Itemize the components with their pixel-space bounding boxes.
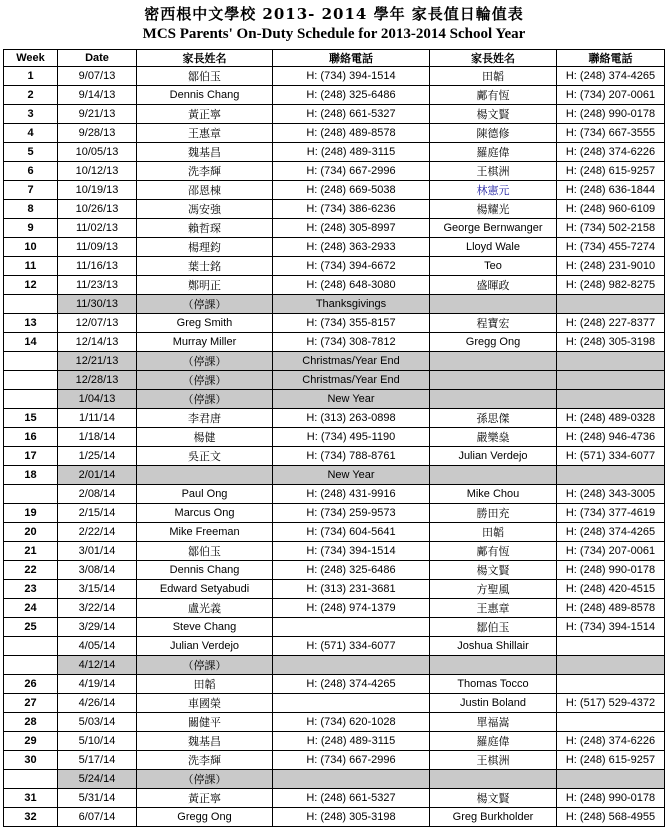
parent-name-2-cell: 程寶宏 — [430, 314, 557, 333]
parent-name-2-cell: 孫思傑 — [430, 409, 557, 428]
date-cell: 3/22/14 — [58, 599, 137, 618]
parent-name-1-cell: 盧光義 — [137, 599, 273, 618]
phone-2-cell — [557, 656, 665, 675]
date-cell: 9/14/13 — [58, 86, 137, 105]
phone-2-cell — [557, 352, 665, 371]
parent-name-1-cell: 魏基昌 — [137, 732, 273, 751]
parent-name-2-cell: 王惠章 — [430, 599, 557, 618]
week-cell: 26 — [4, 675, 58, 694]
phone-1-cell: H: (248) 661-5327 — [273, 789, 430, 808]
phone-1-cell: H: (734) 604-5641 — [273, 523, 430, 542]
header-phone-2: 聯絡電話 — [557, 50, 665, 67]
table-row — [4, 409, 665, 428]
table-row — [4, 67, 665, 86]
date-cell: 10/26/13 — [58, 200, 137, 219]
phone-2-cell: H: (248) 374-4265 — [557, 523, 665, 542]
parent-name-1-cell: 賴哲琛 — [137, 219, 273, 238]
week-cell: 10 — [4, 238, 58, 257]
week-cell — [4, 371, 58, 390]
date-cell: 10/05/13 — [58, 143, 137, 162]
header-phone-1: 聯絡電話 — [273, 50, 430, 67]
date-cell: 10/12/13 — [58, 162, 137, 181]
table-row — [4, 485, 665, 504]
table-row — [4, 637, 665, 656]
week-cell: 14 — [4, 333, 58, 352]
parent-name-2-cell: Gregg Ong — [430, 333, 557, 352]
parent-name-2-cell: 楊文賢 — [430, 789, 557, 808]
phone-2-cell — [557, 466, 665, 485]
date-cell: 1/18/14 — [58, 428, 137, 447]
parent-name-1-cell: 邵恩棟 — [137, 181, 273, 200]
header-parent-name-1: 家長姓名 — [137, 50, 273, 67]
table-row — [4, 732, 665, 751]
parent-name-2-cell: 羅庭偉 — [430, 143, 557, 162]
parent-name-2-cell: 王棋洲 — [430, 162, 557, 181]
parent-name-1-cell: Murray Miller — [137, 333, 273, 352]
parent-name-1-cell: Edward Setyabudi — [137, 580, 273, 599]
phone-2-cell: H: (248) 615-9257 — [557, 162, 665, 181]
phone-1-cell: Thanksgivings — [273, 295, 430, 314]
parent-name-1-cell: （停課） — [137, 371, 273, 390]
parent-name-2-cell: 勝田充 — [430, 504, 557, 523]
date-cell: 4/05/14 — [58, 637, 137, 656]
table-row — [4, 656, 665, 675]
week-cell: 28 — [4, 713, 58, 732]
parent-name-2-cell: 鄺有恆 — [430, 542, 557, 561]
phone-1-cell: H: (248) 661-5327 — [273, 105, 430, 124]
table-row — [4, 713, 665, 732]
phone-2-cell: H: (734) 207-0061 — [557, 542, 665, 561]
phone-2-cell: H: (734) 502-2158 — [557, 219, 665, 238]
date-cell: 1/11/14 — [58, 409, 137, 428]
phone-1-cell: H: (734) 667-2996 — [273, 162, 430, 181]
week-cell: 7 — [4, 181, 58, 200]
table-row — [4, 523, 665, 542]
parent-name-2-cell: Thomas Tocco — [430, 675, 557, 694]
phone-2-cell: H: (248) 982-8275 — [557, 276, 665, 295]
parent-name-1-cell: 魏基昌 — [137, 143, 273, 162]
phone-1-cell: New Year — [273, 466, 430, 485]
week-cell: 21 — [4, 542, 58, 561]
phone-2-cell: H: (734) 207-0061 — [557, 86, 665, 105]
table-row — [4, 295, 665, 314]
week-cell: 29 — [4, 732, 58, 751]
date-cell: 3/29/14 — [58, 618, 137, 637]
parent-name-1-cell: 車國榮 — [137, 694, 273, 713]
week-cell: 19 — [4, 504, 58, 523]
phone-1-cell: H: (248) 305-8997 — [273, 219, 430, 238]
parent-name-1-cell: （停課） — [137, 295, 273, 314]
week-cell: 4 — [4, 124, 58, 143]
phone-1-cell: H: (248) 489-3115 — [273, 732, 430, 751]
page-title: 密西根中文學校 2013- 2014 學年 家長值日輪值表 — [144, 5, 524, 23]
parent-name-1-cell: 鄭明正 — [137, 276, 273, 295]
week-cell: 30 — [4, 751, 58, 770]
phone-1-cell: H: (734) 355-8157 — [273, 314, 430, 333]
phone-2-cell: H: (734) 377-4619 — [557, 504, 665, 523]
phone-2-cell: H: (571) 334-6077 — [557, 447, 665, 466]
parent-name-1-cell: Marcus Ong — [137, 504, 273, 523]
phone-2-cell: H: (248) 568-4955 — [557, 808, 665, 827]
week-cell: 16 — [4, 428, 58, 447]
parent-name-2-cell: 嚴樂燊 — [430, 428, 557, 447]
week-cell — [4, 637, 58, 656]
parent-name-2-cell: 田韜 — [430, 67, 557, 86]
phone-2-cell: H: (248) 990-0178 — [557, 789, 665, 808]
header-week: Week — [4, 50, 58, 67]
parent-name-1-cell: 黃正寧 — [137, 789, 273, 808]
phone-1-cell: H: (734) 308-7812 — [273, 333, 430, 352]
phone-2-cell — [557, 675, 665, 694]
table-row — [4, 314, 665, 333]
table-row — [4, 580, 665, 599]
parent-name-1-cell: 鄒伯玉 — [137, 542, 273, 561]
phone-1-cell: H: (248) 431-9916 — [273, 485, 430, 504]
phone-2-cell — [557, 390, 665, 409]
parent-name-2-cell: 楊文賢 — [430, 105, 557, 124]
parent-name-2-cell — [430, 466, 557, 485]
parent-name-2-cell: George Bernwanger — [430, 219, 557, 238]
phone-2-cell: H: (517) 529-4372 — [557, 694, 665, 713]
parent-name-2-cell: 王棋洲 — [430, 751, 557, 770]
phone-1-cell — [273, 694, 430, 713]
week-cell — [4, 352, 58, 371]
week-cell: 8 — [4, 200, 58, 219]
parent-name-2-cell — [430, 390, 557, 409]
date-cell: 2/08/14 — [58, 485, 137, 504]
date-cell: 4/19/14 — [58, 675, 137, 694]
table-row — [4, 694, 665, 713]
table-row — [4, 466, 665, 485]
date-cell: 12/21/13 — [58, 352, 137, 371]
phone-2-cell: H: (734) 394-1514 — [557, 618, 665, 637]
week-cell: 6 — [4, 162, 58, 181]
date-cell: 4/26/14 — [58, 694, 137, 713]
phone-1-cell: H: (313) 263-0898 — [273, 409, 430, 428]
table-row — [4, 789, 665, 808]
phone-1-cell: H: (248) 669-5038 — [273, 181, 430, 200]
phone-2-cell: H: (248) 615-9257 — [557, 751, 665, 770]
parent-name-1-cell: Dennis Chang — [137, 561, 273, 580]
date-cell: 11/30/13 — [58, 295, 137, 314]
phone-2-cell: H: (248) 636-1844 — [557, 181, 665, 200]
date-cell: 5/03/14 — [58, 713, 137, 732]
table-row — [4, 124, 665, 143]
date-cell: 12/07/13 — [58, 314, 137, 333]
phone-2-cell — [557, 637, 665, 656]
phone-2-cell: H: (248) 374-4265 — [557, 67, 665, 86]
parent-name-2-cell: 田韜 — [430, 523, 557, 542]
table-row — [4, 542, 665, 561]
date-cell: 9/21/13 — [58, 105, 137, 124]
phone-2-cell — [557, 713, 665, 732]
phone-2-cell — [557, 371, 665, 390]
parent-name-1-cell: Gregg Ong — [137, 808, 273, 827]
phone-1-cell: H: (248) 363-2933 — [273, 238, 430, 257]
week-cell: 1 — [4, 67, 58, 86]
parent-name-1-cell: 關健平 — [137, 713, 273, 732]
phone-2-cell: H: (248) 227-8377 — [557, 314, 665, 333]
table-row — [4, 181, 665, 200]
phone-2-cell: H: (248) 960-6109 — [557, 200, 665, 219]
phone-1-cell: H: (734) 667-2996 — [273, 751, 430, 770]
phone-2-cell: H: (248) 946-4736 — [557, 428, 665, 447]
table-row — [4, 675, 665, 694]
table-row — [4, 618, 665, 637]
phone-1-cell: H: (734) 386-6236 — [273, 200, 430, 219]
phone-2-cell: H: (248) 489-0328 — [557, 409, 665, 428]
phone-1-cell — [273, 656, 430, 675]
phone-1-cell: H: (734) 495-1190 — [273, 428, 430, 447]
parent-name-1-cell: 王惠章 — [137, 124, 273, 143]
parent-name-1-cell: 洗李輝 — [137, 751, 273, 770]
table-row — [4, 143, 665, 162]
week-cell: 24 — [4, 599, 58, 618]
phone-2-cell: H: (734) 667-3555 — [557, 124, 665, 143]
table-row — [4, 599, 665, 618]
table-header-row — [4, 50, 665, 67]
table-row — [4, 390, 665, 409]
phone-2-cell — [557, 295, 665, 314]
date-cell: 6/07/14 — [58, 808, 137, 827]
phone-1-cell: H: (248) 489-3115 — [273, 143, 430, 162]
parent-name-2-cell: 盛暉政 — [430, 276, 557, 295]
parent-name-2-cell: Justin Boland — [430, 694, 557, 713]
phone-2-cell: H: (248) 489-8578 — [557, 599, 665, 618]
parent-name-2-cell: Teo — [430, 257, 557, 276]
table-row — [4, 371, 665, 390]
parent-name-1-cell: Dennis Chang — [137, 86, 273, 105]
week-cell — [4, 656, 58, 675]
parent-name-1-cell — [137, 466, 273, 485]
phone-2-cell: H: (248) 305-3198 — [557, 333, 665, 352]
table-row — [4, 219, 665, 238]
date-cell: 9/07/13 — [58, 67, 137, 86]
date-cell: 4/12/14 — [58, 656, 137, 675]
parent-name-2-cell: 林憲元 — [430, 181, 557, 200]
table-row — [4, 504, 665, 523]
parent-name-1-cell: 田韜 — [137, 675, 273, 694]
parent-name-2-cell — [430, 352, 557, 371]
date-cell: 11/23/13 — [58, 276, 137, 295]
week-cell: 25 — [4, 618, 58, 637]
week-cell: 27 — [4, 694, 58, 713]
phone-1-cell: H: (248) 648-3080 — [273, 276, 430, 295]
phone-1-cell: H: (734) 394-1514 — [273, 542, 430, 561]
table-row — [4, 162, 665, 181]
date-cell: 11/16/13 — [58, 257, 137, 276]
schedule-table — [3, 49, 665, 827]
date-cell: 12/28/13 — [58, 371, 137, 390]
phone-1-cell: H: (734) 394-6672 — [273, 257, 430, 276]
week-cell: 17 — [4, 447, 58, 466]
parent-name-2-cell: Greg Burkholder — [430, 808, 557, 827]
date-cell: 5/17/14 — [58, 751, 137, 770]
parent-name-2-cell: Lloyd Wale — [430, 238, 557, 257]
table-row — [4, 86, 665, 105]
week-cell: 15 — [4, 409, 58, 428]
table-row — [4, 770, 665, 789]
week-cell: 18 — [4, 466, 58, 485]
phone-2-cell: H: (248) 231-9010 — [557, 257, 665, 276]
date-cell: 2/15/14 — [58, 504, 137, 523]
parent-name-2-cell: 鄒伯玉 — [430, 618, 557, 637]
parent-name-2-cell: 楊文賢 — [430, 561, 557, 580]
date-cell: 2/01/14 — [58, 466, 137, 485]
week-cell: 22 — [4, 561, 58, 580]
phone-1-cell: H: (248) 974-1379 — [273, 599, 430, 618]
table-row — [4, 751, 665, 770]
date-cell: 12/14/13 — [58, 333, 137, 352]
week-cell — [4, 295, 58, 314]
phone-2-cell: H: (248) 420-4515 — [557, 580, 665, 599]
parent-name-1-cell: Steve Chang — [137, 618, 273, 637]
parent-name-1-cell: Mike Freeman — [137, 523, 273, 542]
parent-name-2-cell: 方聖風 — [430, 580, 557, 599]
parent-name-1-cell: （停課） — [137, 390, 273, 409]
parent-name-1-cell: 楊理鈞 — [137, 238, 273, 257]
parent-name-2-cell: 單福嵩 — [430, 713, 557, 732]
table-row — [4, 276, 665, 295]
phone-1-cell: H: (248) 305-3198 — [273, 808, 430, 827]
parent-name-2-cell: Joshua Shillair — [430, 637, 557, 656]
phone-1-cell: H: (248) 325-6486 — [273, 86, 430, 105]
phone-1-cell: H: (313) 231-3681 — [273, 580, 430, 599]
week-cell: 13 — [4, 314, 58, 333]
parent-name-1-cell: 鄒伯玉 — [137, 67, 273, 86]
table-row — [4, 105, 665, 124]
parent-name-1-cell: 吳正文 — [137, 447, 273, 466]
parent-name-1-cell: Paul Ong — [137, 485, 273, 504]
parent-name-2-cell: 楊耀光 — [430, 200, 557, 219]
date-cell: 10/19/13 — [58, 181, 137, 200]
phone-1-cell: H: (248) 374-4265 — [273, 675, 430, 694]
parent-name-2-cell — [430, 371, 557, 390]
parent-name-2-cell: 陳德修 — [430, 124, 557, 143]
phone-1-cell: H: (734) 394-1514 — [273, 67, 430, 86]
date-cell: 11/09/13 — [58, 238, 137, 257]
parent-name-1-cell: 黃正寧 — [137, 105, 273, 124]
parent-name-1-cell: Julian Verdejo — [137, 637, 273, 656]
parent-name-1-cell: 葉士銘 — [137, 257, 273, 276]
phone-1-cell — [273, 618, 430, 637]
week-cell: 9 — [4, 219, 58, 238]
phone-2-cell: H: (734) 455-7274 — [557, 238, 665, 257]
phone-1-cell: H: (734) 620-1028 — [273, 713, 430, 732]
parent-name-1-cell: 楊健 — [137, 428, 273, 447]
table-row — [4, 257, 665, 276]
week-cell — [4, 770, 58, 789]
table-row — [4, 352, 665, 371]
phone-1-cell: Christmas/Year End — [273, 352, 430, 371]
phone-1-cell — [273, 770, 430, 789]
parent-name-2-cell — [430, 656, 557, 675]
date-cell: 2/22/14 — [58, 523, 137, 542]
parent-name-2-cell: 羅庭偉 — [430, 732, 557, 751]
table-row — [4, 561, 665, 580]
parent-name-1-cell: （停課） — [137, 656, 273, 675]
phone-2-cell: H: (248) 374-6226 — [557, 732, 665, 751]
phone-2-cell: H: (248) 990-0178 — [557, 105, 665, 124]
parent-name-1-cell: 洗李輝 — [137, 162, 273, 181]
date-cell: 3/15/14 — [58, 580, 137, 599]
parent-name-2-cell: Julian Verdejo — [430, 447, 557, 466]
table-row — [4, 333, 665, 352]
date-cell: 3/08/14 — [58, 561, 137, 580]
week-cell: 32 — [4, 808, 58, 827]
page-subtitle: MCS Parents' On-Duty Schedule for 2013-2014 School Year — [142, 26, 526, 42]
week-cell: 20 — [4, 523, 58, 542]
week-cell: 31 — [4, 789, 58, 808]
parent-name-2-cell: 鄺有恆 — [430, 86, 557, 105]
week-cell: 3 — [4, 105, 58, 124]
table-row — [4, 447, 665, 466]
parent-name-2-cell: Mike Chou — [430, 485, 557, 504]
table-row — [4, 808, 665, 827]
date-cell: 11/02/13 — [58, 219, 137, 238]
parent-name-2-cell — [430, 770, 557, 789]
phone-1-cell: New Year — [273, 390, 430, 409]
phone-1-cell: H: (734) 788-8761 — [273, 447, 430, 466]
date-cell: 1/04/13 — [58, 390, 137, 409]
week-cell: 23 — [4, 580, 58, 599]
table-row — [4, 238, 665, 257]
week-cell: 5 — [4, 143, 58, 162]
week-cell: 11 — [4, 257, 58, 276]
phone-2-cell — [557, 770, 665, 789]
date-cell: 1/25/14 — [58, 447, 137, 466]
phone-1-cell: H: (571) 334-6077 — [273, 637, 430, 656]
week-cell: 12 — [4, 276, 58, 295]
phone-2-cell: H: (248) 374-6226 — [557, 143, 665, 162]
phone-2-cell: H: (248) 343-3005 — [557, 485, 665, 504]
phone-1-cell: H: (248) 489-8578 — [273, 124, 430, 143]
parent-name-1-cell: （停課） — [137, 352, 273, 371]
header-date: Date — [58, 50, 137, 67]
parent-name-1-cell: Greg Smith — [137, 314, 273, 333]
week-cell — [4, 485, 58, 504]
phone-1-cell: Christmas/Year End — [273, 371, 430, 390]
parent-name-1-cell: 李君唐 — [137, 409, 273, 428]
week-cell — [4, 390, 58, 409]
date-cell: 3/01/14 — [58, 542, 137, 561]
parent-name-2-cell — [430, 295, 557, 314]
phone-2-cell: H: (248) 990-0178 — [557, 561, 665, 580]
date-cell: 5/10/14 — [58, 732, 137, 751]
date-cell: 5/31/14 — [58, 789, 137, 808]
date-cell: 9/28/13 — [58, 124, 137, 143]
phone-1-cell: H: (248) 325-6486 — [273, 561, 430, 580]
table-row — [4, 428, 665, 447]
week-cell: 2 — [4, 86, 58, 105]
table-row — [4, 200, 665, 219]
phone-1-cell: H: (734) 259-9573 — [273, 504, 430, 523]
parent-name-1-cell: （停課） — [137, 770, 273, 789]
date-cell: 5/24/14 — [58, 770, 137, 789]
header-parent-name-2: 家長姓名 — [430, 50, 557, 67]
parent-name-1-cell: 馮安強 — [137, 200, 273, 219]
